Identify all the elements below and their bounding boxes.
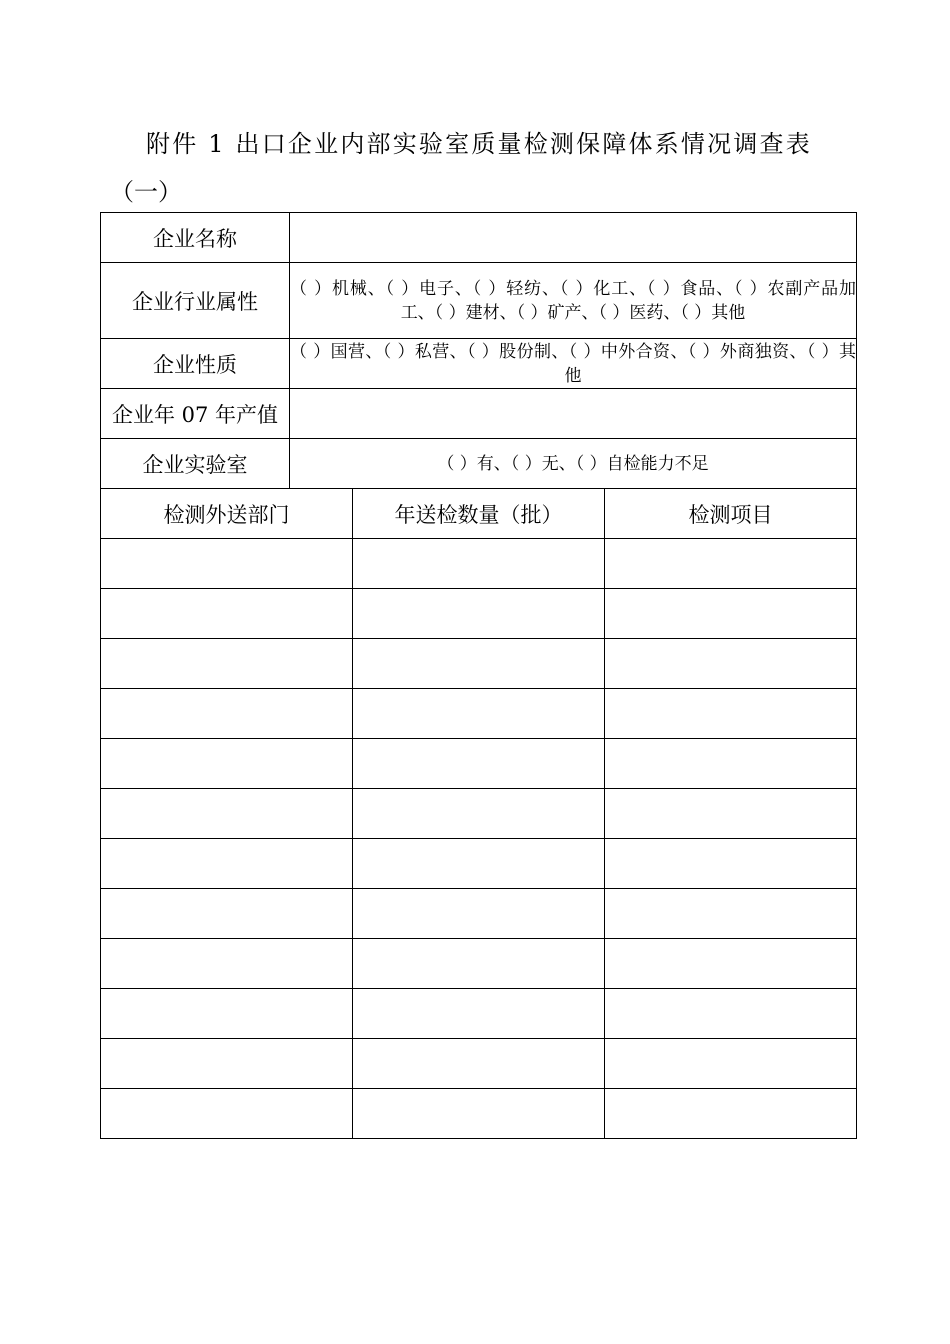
company-name-label: 企业名称 — [101, 213, 290, 263]
dept-cell[interactable] — [101, 589, 353, 639]
dept-cell[interactable] — [101, 839, 353, 889]
table-row — [101, 1039, 857, 1089]
items-cell[interactable] — [605, 589, 857, 639]
items-cell[interactable] — [605, 689, 857, 739]
dept-cell[interactable] — [101, 1089, 353, 1139]
company-name-field[interactable] — [290, 213, 857, 263]
items-cell[interactable] — [605, 1089, 857, 1139]
table-header-row — [101, 489, 857, 539]
quantity-cell[interactable] — [353, 989, 605, 1039]
quantity-cell[interactable] — [353, 639, 605, 689]
quantity-cell[interactable] — [353, 889, 605, 939]
dept-cell[interactable] — [101, 989, 353, 1039]
table-row — [101, 639, 857, 689]
quantity-cell[interactable] — [353, 839, 605, 889]
document-title: 附件 1 出口企业内部实验室质量检测保障体系情况调查表 — [146, 130, 812, 158]
quantity-cell[interactable] — [353, 689, 605, 739]
table-row — [101, 889, 857, 939]
quantity-cell[interactable] — [353, 739, 605, 789]
table-row — [101, 539, 857, 589]
table-row — [101, 789, 857, 839]
quantity-cell[interactable] — [353, 539, 605, 589]
dept-cell[interactable] — [101, 1039, 353, 1089]
dept-cell[interactable] — [101, 889, 353, 939]
industry-label: 企业行业属性 — [101, 263, 290, 339]
items-cell[interactable] — [605, 839, 857, 889]
lab-options[interactable]: （ ）有、（ ）无、（ ）自检能力不足 — [290, 439, 857, 489]
nature-label: 企业性质 — [101, 339, 290, 389]
industry-row — [101, 263, 857, 339]
quantity-cell[interactable] — [353, 939, 605, 989]
nature-options[interactable]: （ ）国营、（ ）私营、（ ）股份制、（ ）中外合资、（ ）外商独资、（ ）其他 — [290, 339, 857, 389]
items-cell[interactable] — [605, 989, 857, 1039]
table-row — [101, 689, 857, 739]
table-row — [101, 1089, 857, 1139]
header-quantity: 年送检数量（批） — [353, 489, 605, 539]
table-row — [101, 839, 857, 889]
dept-cell[interactable] — [101, 789, 353, 839]
dept-cell[interactable] — [101, 539, 353, 589]
header-dept: 检测外送部门 — [101, 489, 353, 539]
output-field[interactable] — [290, 389, 857, 439]
table-body — [101, 539, 857, 1139]
items-cell[interactable] — [605, 789, 857, 839]
dept-cell[interactable] — [101, 939, 353, 989]
items-cell[interactable] — [605, 1039, 857, 1089]
survey-table — [100, 212, 857, 1139]
output-row — [101, 389, 857, 439]
items-cell[interactable] — [605, 639, 857, 689]
dept-cell[interactable] — [101, 739, 353, 789]
table-row — [101, 739, 857, 789]
table-row — [101, 939, 857, 989]
dept-cell[interactable] — [101, 689, 353, 739]
header-items: 检测项目 — [605, 489, 857, 539]
dept-cell[interactable] — [101, 639, 353, 689]
industry-options[interactable]: （ ）机械、（ ）电子、（ ）轻纺、（ ）化工、（ ）食品、（ ）农副产品加工、（ ）建材、（ ）矿产、（ ）医药、（ ）其他 — [290, 263, 857, 339]
output-label: 企业年 07 年产值 — [101, 389, 290, 439]
lab-label: 企业实验室 — [101, 439, 290, 489]
items-cell[interactable] — [605, 539, 857, 589]
lab-row — [101, 439, 857, 489]
quantity-cell[interactable] — [353, 1089, 605, 1139]
nature-row — [101, 339, 857, 389]
document-title-suffix: （一） — [110, 178, 182, 206]
items-cell[interactable] — [605, 739, 857, 789]
quantity-cell[interactable] — [353, 789, 605, 839]
quantity-cell[interactable] — [353, 1039, 605, 1089]
company-name-row — [101, 213, 857, 263]
table-row — [101, 989, 857, 1039]
items-cell[interactable] — [605, 889, 857, 939]
items-cell[interactable] — [605, 939, 857, 989]
table-row — [101, 589, 857, 639]
quantity-cell[interactable] — [353, 589, 605, 639]
